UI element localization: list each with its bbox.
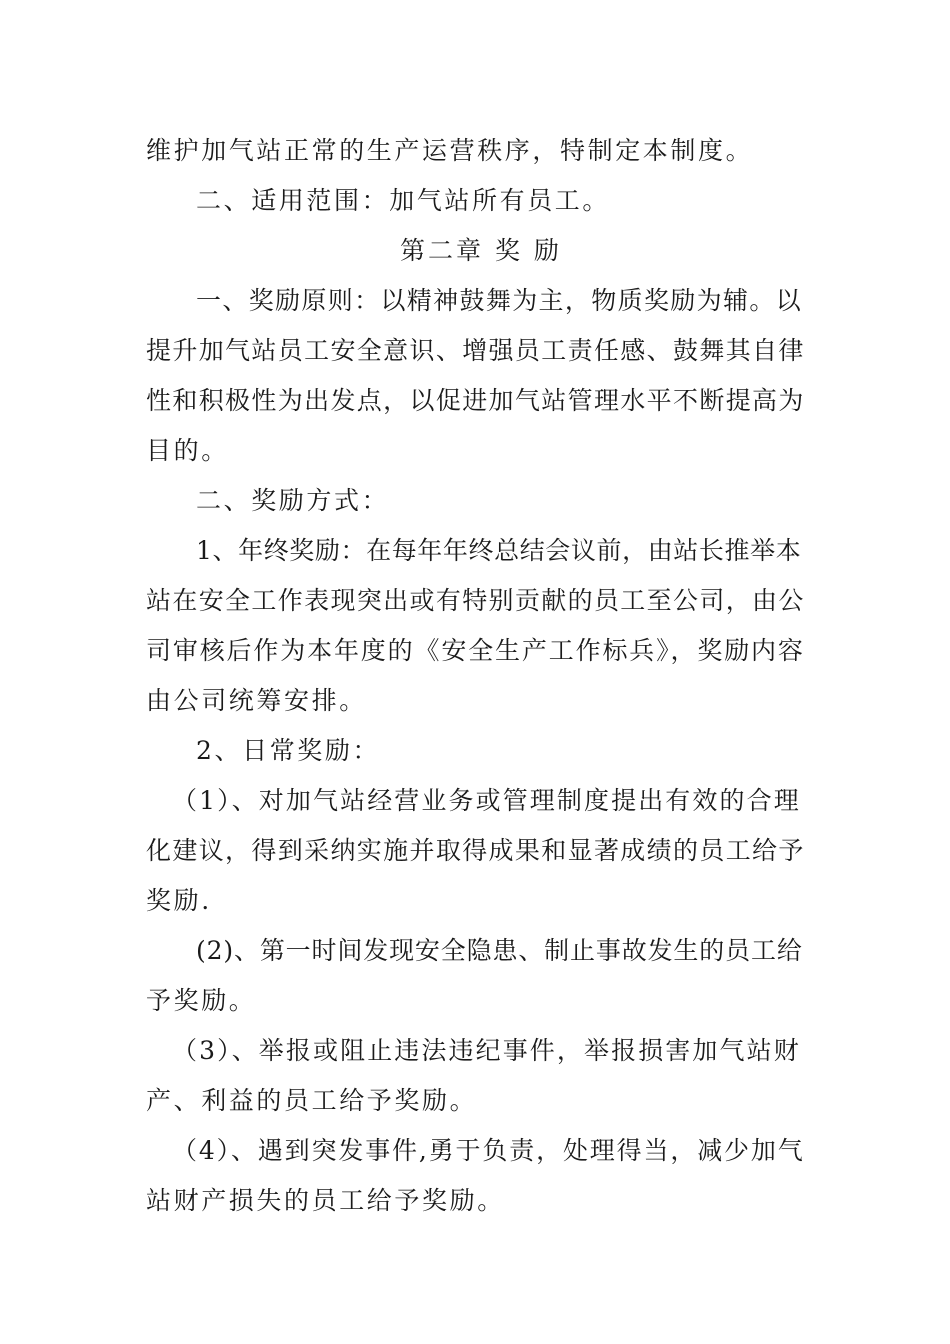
annual-award-line-2: 站在安全工作表现突出或有特别贡献的员工至公司，由公 — [146, 586, 805, 615]
item-1-line-2: 化建议，得到采纳实施并取得成果和显著成绩的员工给予 — [146, 836, 805, 865]
item-4-line-2: 站财产损失的员工给予奖励。 — [146, 1186, 505, 1215]
principle-line-4: 目的。 — [146, 436, 229, 465]
principle-line-1: 一、奖励原则：以精神鼓舞为主，物质奖励为辅。以 — [196, 286, 803, 315]
chapter-heading: 第二章 奖 励 — [400, 236, 562, 265]
daily-award-heading: 2、日常奖励： — [196, 736, 381, 765]
item-1-line-1: （1）、对加气站经营业务或管理制度提出有效的合理 — [172, 786, 801, 815]
item-2-line-1: (2)、第一时间发现安全隐患、制止事故发生的员工给 — [196, 936, 803, 965]
item-4-line-1: （4）、遇到突发事件,勇于负责，处理得当，减少加气 — [172, 1136, 805, 1165]
annual-award-line-4: 由公司统筹安排。 — [146, 686, 367, 715]
principle-line-2: 提升加气站员工安全意识、增强员工责任感、鼓舞其自律 — [146, 336, 805, 365]
item-2-line-2: 予奖励。 — [146, 986, 257, 1015]
principle-line-3: 性和积极性为出发点，以促进加气站管理水平不断提高为 — [146, 386, 805, 415]
body-line-1: 维护加气站正常的生产运营秩序，特制定本制度。 — [146, 136, 754, 165]
annual-award-line-1: 1、年终奖励：在每年年终总结会议前，由站长推举本 — [196, 536, 802, 565]
methods-heading: 二、奖励方式： — [196, 486, 390, 515]
item-3-line-1: （3）、举报或阻止违法违纪事件，举报损害加气站财 — [172, 1036, 801, 1065]
scope-line: 二、适用范围：加气站所有员工。 — [196, 186, 611, 215]
annual-award-line-3: 司审核后作为本年度的《安全生产工作标兵》，奖励内容 — [146, 636, 805, 665]
item-1-line-3: 奖励. — [146, 886, 212, 915]
item-3-line-2: 产、利益的员工给予奖励。 — [146, 1086, 478, 1115]
